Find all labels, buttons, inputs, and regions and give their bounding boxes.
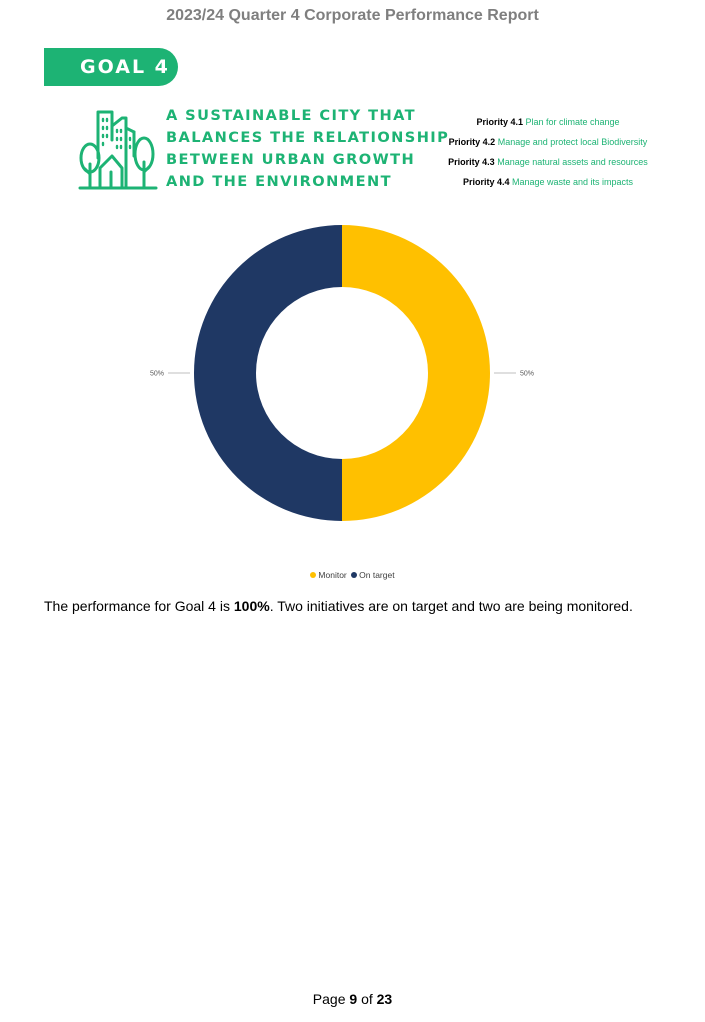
goal-heading-line: BALANCES THE RELATIONSHIP: [166, 129, 450, 146]
page-of-word: of: [361, 991, 373, 1007]
goal-heading: [166, 105, 450, 193]
summary-prefix: The performance for Goal 4 is: [44, 598, 234, 614]
city-buildings-trees-icon: [78, 106, 158, 190]
page-total: 23: [376, 991, 393, 1007]
performance-summary: [44, 598, 684, 614]
goal-heading-line: A SUSTAINABLE CITY THAT: [166, 107, 417, 124]
page-word: Page: [312, 991, 346, 1007]
priority-item: [436, 152, 660, 172]
priority-item: [436, 112, 660, 132]
priority-id: Priority 4.4: [462, 177, 510, 187]
priority-item: [436, 132, 660, 152]
legend-swatch: [310, 572, 316, 578]
goal-label: GOAL 4: [80, 56, 170, 78]
priority-id: Priority 4.2: [448, 137, 496, 147]
data-label: 50%: [149, 370, 164, 378]
summary-suffix: . Two initiatives are on target and two are being monitored.: [269, 598, 633, 614]
goal-heading-line: BETWEEN URBAN GROWTH: [166, 151, 416, 168]
donut-slice-monitor: [342, 225, 490, 521]
chart-legend: [0, 570, 705, 580]
donut-slice-on-target: [194, 225, 342, 521]
goal-banner: [44, 48, 178, 86]
summary-value: 100%: [233, 598, 270, 614]
page-footer: [0, 991, 705, 1007]
priority-id: Priority 4.1: [476, 117, 523, 127]
priority-text: Plan for climate change: [525, 117, 620, 127]
page-number: 9: [349, 991, 358, 1007]
legend-label: On target: [359, 570, 395, 580]
report-title: 2023/24 Quarter 4 Corporate Performance Report: [166, 7, 539, 24]
priority-item: [436, 172, 660, 192]
priority-id: Priority 4.3: [448, 157, 495, 167]
priority-list: [436, 112, 660, 192]
legend-swatch: [351, 572, 357, 578]
data-label: 50%: [520, 370, 535, 378]
priority-text: Manage and protect local Biodiversity: [497, 137, 648, 147]
priority-text: Manage natural assets and resources: [497, 157, 648, 167]
donut-chart: [130, 205, 560, 545]
goal-heading-line: AND THE ENVIRONMENT: [166, 173, 392, 190]
priority-text: Manage waste and its impacts: [511, 177, 634, 187]
legend-item-monitor: [310, 570, 346, 580]
legend-item-on-target: [351, 570, 394, 580]
legend-label: Monitor: [318, 570, 347, 580]
